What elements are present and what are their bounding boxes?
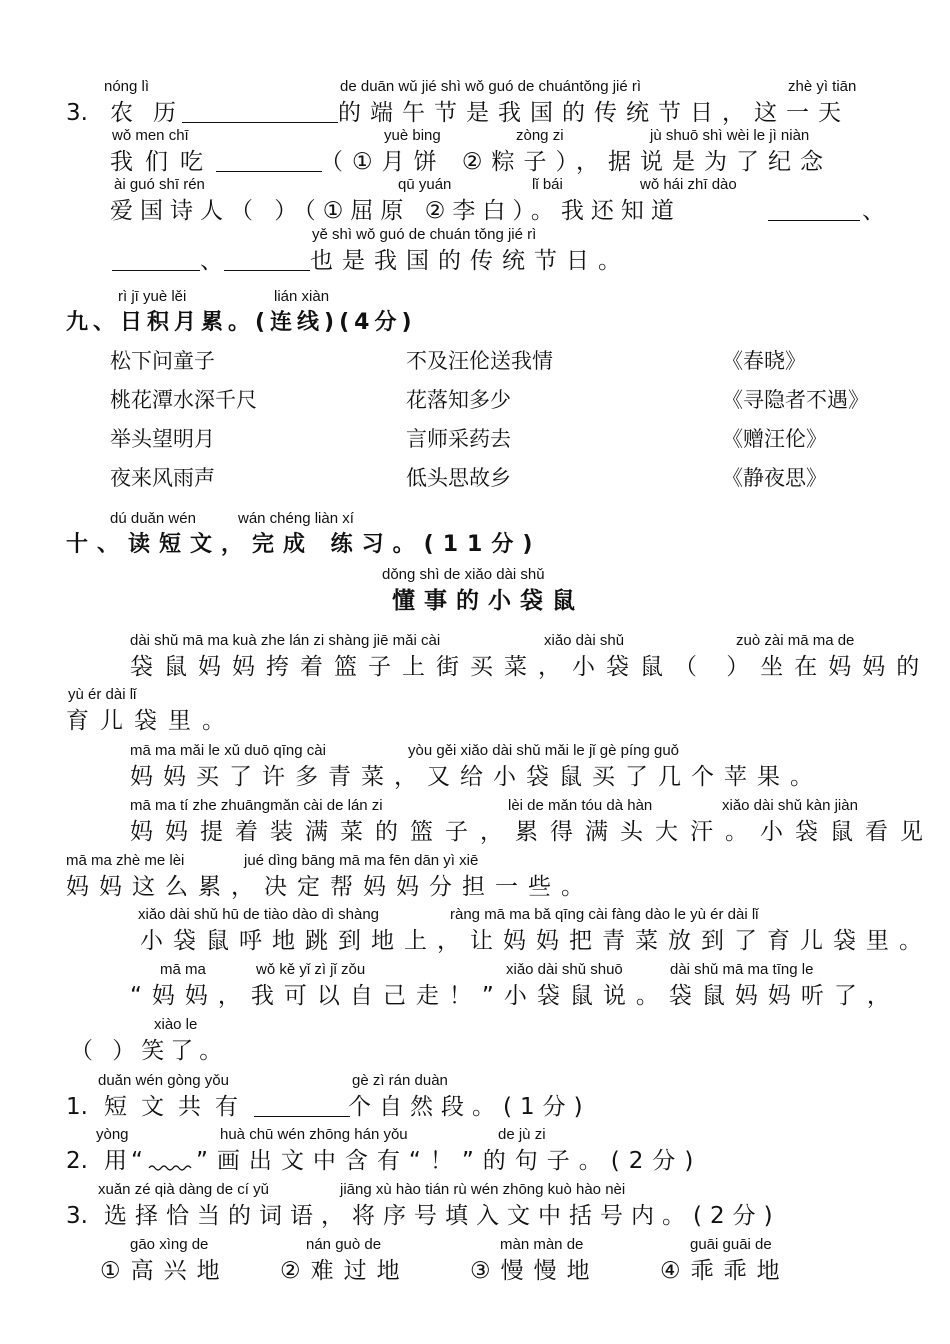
pinyin: guāi guāi de [690,1236,772,1253]
options-row [0,1236,950,1286]
para5-line2 [0,1016,950,1066]
pinyin: nán guò de [306,1236,382,1253]
para3-line2 [0,852,950,902]
section-title: 十、读短文，完成 练习。(11分) [66,532,542,557]
paragraph-text: 妈妈这么累，决定帮妈妈分担一些。 [66,874,594,900]
question-text: 用“ [104,1148,147,1174]
question-text: ”画出文中含有“！”的句子。(2分) [196,1148,703,1174]
pinyin: dài shǔ mā ma tīng le [670,961,814,978]
text: 的端午节是我国的传统节日，这一天 [338,100,850,126]
pinyin: xiǎo dài shǔ [544,632,625,649]
answer-blank[interactable] [254,1094,350,1117]
para4 [0,906,950,956]
pinyin: duǎn wén gòng yǒu [98,1072,229,1089]
pinyin: xiǎo dài shǔ hū de tiào dào dì shàng [138,906,380,923]
text: 爱国诗人（ ）（①屈原 ②李白）。我还知道 [110,198,681,224]
option-2[interactable]: ②难过地 [280,1258,410,1284]
question-text: 个自然段。(1分) [348,1094,591,1120]
wavy-underline-icon [148,1162,196,1174]
pinyin: yòu gěi xiǎo dài shǔ mǎi le jǐ gè píng guǒ [408,742,680,759]
pinyin: zòng zi [516,127,564,144]
answer-blank[interactable] [216,149,322,172]
section-title: 九、日积月累。(连线)(4分) [66,310,417,335]
poem-line[interactable]: 举头望明月 [110,427,215,451]
pinyin: lián xiàn [274,288,330,305]
pinyin: nóng lì [104,78,150,95]
pinyin: xiǎo dài shǔ shuō [506,961,623,978]
question-number: 1. [66,1094,88,1120]
pinyin: de jù zi [498,1126,546,1143]
para1-line1 [0,632,950,682]
option-4[interactable]: ④乖乖地 [660,1258,790,1284]
paragraph-text: 育儿袋里。 [66,708,236,734]
poem-line[interactable]: 花落知多少 [406,388,511,412]
poem-title[interactable]: 《静夜思》 [722,466,827,490]
paragraph-text: 小袋鼠呼地跳到地上，让妈妈把青菜放到了育儿袋里。 [140,928,932,954]
q3-row2 [0,127,950,177]
pinyin: lǐ bái [532,176,563,193]
question-2 [0,1126,950,1176]
pinyin: jué dìng bāng mā ma fēn dān yì xiē [244,852,479,869]
pinyin: yòng [96,1126,129,1143]
pinyin: zuò zài mā ma de [736,632,855,649]
pinyin: wǒ kě yǐ zì jǐ zǒu [256,961,366,978]
paragraph-text: （ ）笑了。 [70,1038,229,1064]
pinyin: mā ma [160,961,206,978]
text: （①月饼 ②粽子），据说是为了纪念 [320,149,833,175]
para5-line1 [0,961,950,1011]
question-3 [0,1181,950,1231]
pinyin: yě shì wǒ guó de chuán tǒng jié rì [312,226,537,243]
pinyin: ràng mā ma bǎ qīng cài fàng dào le yù ér dài lǐ [450,906,759,923]
pinyin: yuè bing [384,127,441,144]
paragraph-text: 袋鼠妈妈挎着篮子上街买菜，小袋鼠（ ）坐在妈妈的 [130,654,931,680]
pinyin: wán chéng liàn xí [238,510,354,527]
answer-blank[interactable] [768,198,860,221]
pinyin: ài guó shī rén [114,176,205,193]
text: 、 [200,248,230,274]
answer-blank[interactable] [224,248,310,271]
question-1 [0,1072,950,1122]
pinyin: lèi de mǎn tóu dà hàn [508,797,653,814]
pinyin: màn màn de [500,1236,584,1253]
question-number: 3. [66,100,88,126]
section9-header [0,288,950,338]
option-3[interactable]: ③慢慢地 [470,1258,600,1284]
para3-line1 [0,797,950,847]
poem-line[interactable]: 松下问童子 [110,349,215,373]
pinyin: dú duǎn wén [110,510,196,527]
paragraph-text: 妈妈提着装满菜的篮子，累得满头大汗。小袋鼠看见 [130,819,935,845]
pinyin: yù ér dài lǐ [68,686,137,703]
question-text: 短文共有 [104,1094,252,1120]
pinyin: mā ma zhè me lèi [66,852,185,869]
story-title: 懂事的小袋鼠 [392,588,584,614]
pinyin: mā ma tí zhe zhuāngmǎn cài de lán zi [130,797,383,814]
pinyin: wǒ hái zhī dào [640,176,737,193]
pinyin: xuǎn zé qià dàng de cí yǔ [98,1181,269,1198]
pinyin: gāo xìng de [130,1236,209,1253]
poem-title[interactable]: 《赠汪伦》 [722,427,827,451]
pinyin: zhè yì tiān [788,78,857,95]
paragraph-text: “妈妈，我可以自己走！”小袋鼠说。袋鼠妈妈听了， [130,983,900,1009]
poem-line[interactable]: 夜来风雨声 [110,466,215,490]
pinyin: xiào le [154,1016,198,1033]
pinyin: qū yuán [398,176,452,193]
para1-line2 [0,686,950,736]
pinyin: de duān wǔ jié shì wǒ guó de chuántǒng jié rì [340,78,642,95]
text: 我们吃 [110,149,215,175]
text: 、 [862,198,892,224]
pinyin: gè zì rán duàn [352,1072,448,1089]
pinyin: mā ma mǎi le xǔ duō qīng cài [130,742,326,759]
poem-title[interactable]: 《春晓》 [722,349,806,373]
question-text: 选择恰当的词语，将序号填入文中括号内。(2分) [104,1203,781,1229]
text: 农历 [110,100,196,126]
answer-blank[interactable] [182,100,338,123]
answer-blank[interactable] [112,248,200,271]
option-1[interactable]: ①高兴地 [100,1258,230,1284]
question-number: 2. [66,1148,88,1174]
pinyin: wǒ men chī [112,127,189,144]
pinyin: jù shuō shì wèi le jì niàn [650,127,810,144]
pinyin: huà chū wén zhōng hán yǒu [220,1126,408,1143]
story-title-row [0,566,950,616]
poem-title[interactable]: 《寻隐者不遇》 [722,388,869,412]
pinyin: dài shǔ mā ma kuà zhe lán zi shàng jiē mǎi cài [130,632,441,649]
pinyin: xiǎo dài shǔ kàn jiàn [722,797,858,814]
text: 也是我国的传统节日。 [310,248,630,274]
poem-line[interactable]: 桃花潭水深千尺 [110,388,257,412]
pinyin: rì jī yuè lěi [118,288,187,305]
para2 [0,742,950,792]
q3-row3 [0,176,950,226]
q3-row1 [0,78,950,128]
poem-line[interactable]: 低头思故乡 [406,466,511,490]
poem-line[interactable]: 不及汪伦送我情 [406,349,553,373]
pinyin: jiāng xù hào tián rù wén zhōng kuò hào nèi [340,1181,626,1198]
section10-header [0,510,950,560]
q3-row4 [0,226,950,276]
question-number: 3. [66,1203,88,1229]
pinyin: dǒng shì de xiǎo dài shǔ [382,566,545,583]
paragraph-text: 妈妈买了许多青菜，又给小袋鼠买了几个苹果。 [130,764,823,790]
poem-line[interactable]: 言师采药去 [406,427,511,451]
